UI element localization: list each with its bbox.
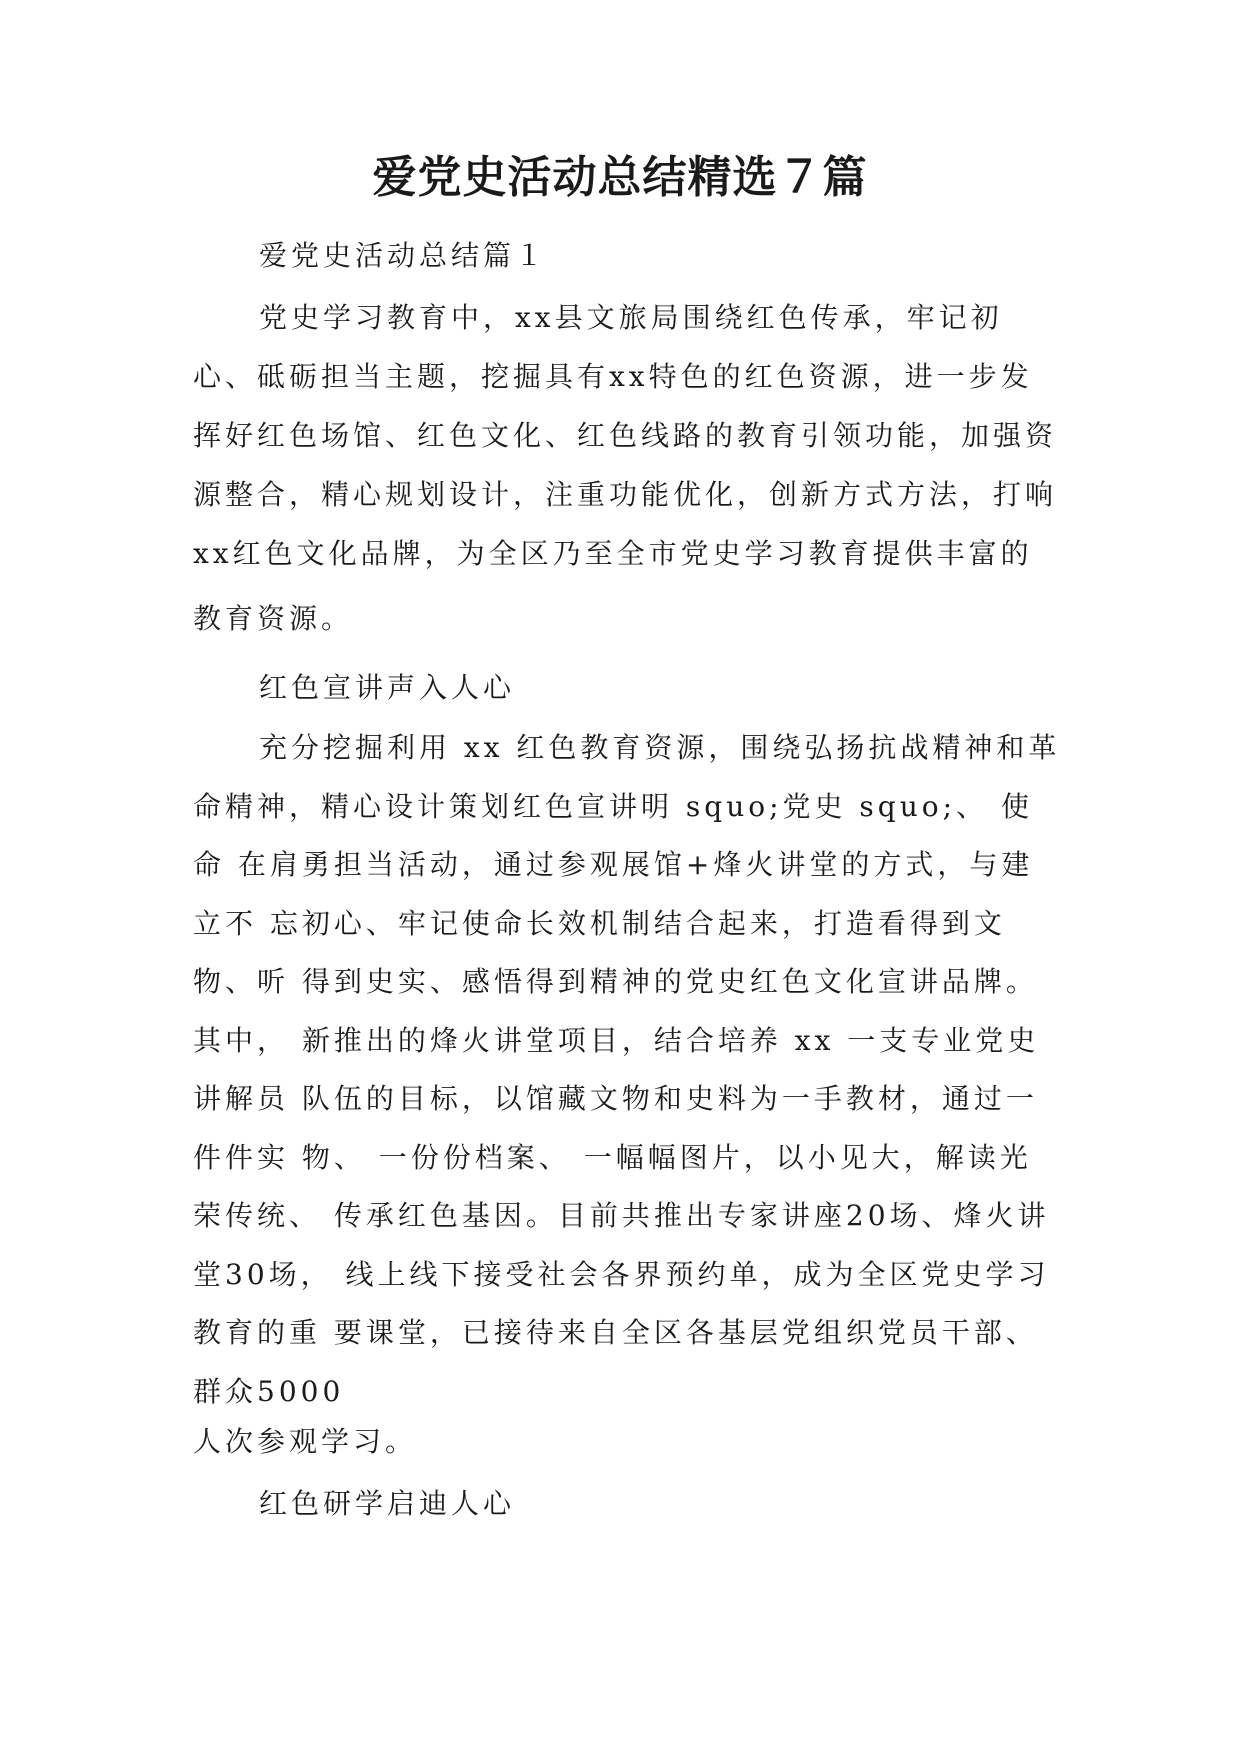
section-paragraph-1: 党史学习教育中，xx县文旅局围绕红色传承，牢记初心、砥砺担当主题，挖掘具有xx特色的红色资源，进一步发挥好红色场馆、红色文化、红色线路的教育引领功能，加强资源整合，精心规划设计，注重功能优化，创新方式方法，打响xx红色文化品牌，为全区乃至全市党史学习教育提供丰富的 <box>193 301 1058 570</box>
section-paragraph-2: 充分挖掘利用 xx 红色教育资源，围绕弘扬抗战精神和革命精神，精心设计策划红色宣讲明 squo;党史 squo;、 使命 在肩勇担当活动，通过参观展馆+烽火讲堂的方式，与建立不 忘初心、牢记使命长效机制结合起来，打造看得到文物、听 得到史实、感悟得到精神的党史红色文化宣讲品牌。其中， 新推出的烽火讲堂项目，结合培养 xx 一支专业党史讲解员 队伍的目标，以馆藏文物和史料为一手教材，通过一件件实 物、 一份份档案、 一幅幅图片，以小见大，解读光荣传统、 传承红色基因。目前共推出专家讲座20场、烽火讲堂30场， 线上线下接受社会各界预约单，成为全区党史学习教育的重 要课堂，已接待来自全区各基层党组织党员干部、群众5000 <box>193 731 1061 1408</box>
section-heading-2: 红色宣讲声入人心 <box>259 671 516 704</box>
section-paragraph-2-end: 人次参观学习。 <box>193 1425 418 1458</box>
section-heading-1: 爱党史活动总结篇１ <box>259 239 548 272</box>
section-paragraph-1-end: 教育资源。 <box>193 602 354 635</box>
document-title: 爱党史活动总结精选７篇 <box>372 152 868 203</box>
section-heading-3: 红色研学启迪人心 <box>259 1487 516 1520</box>
